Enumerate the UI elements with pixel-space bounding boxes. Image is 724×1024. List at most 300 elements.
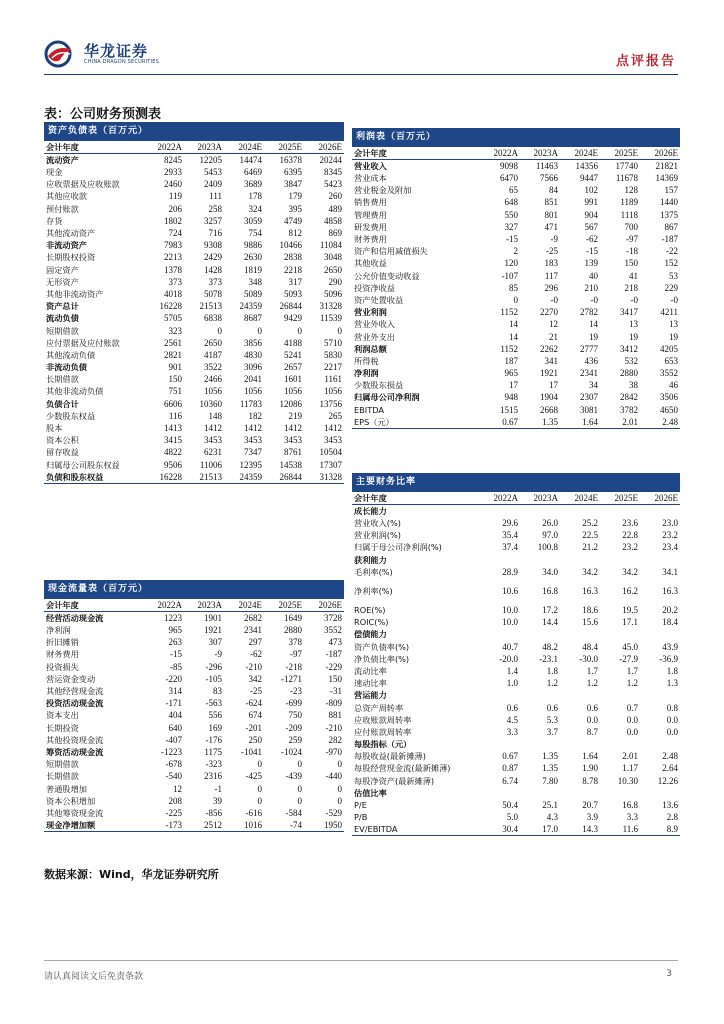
cell-value [560,738,600,750]
cell-value: 85 [509,282,518,293]
cell-value: 3.3 [626,812,638,823]
row-label: 其他投资现金流 [46,734,104,745]
cell-value: 2.8 [666,812,678,823]
table-row [352,233,680,245]
row-label: 获利能力 [354,554,387,565]
cell-value: 97.0 [542,530,558,541]
row-label: 现金 [46,167,63,178]
cell-value: -220 [165,673,182,684]
cell-value: 901 [168,362,182,373]
cell-value: 6470 [500,173,518,184]
table-row [352,738,680,750]
cell-value: 8687 [244,313,262,324]
cell-value: 3453 [284,435,302,446]
cell-value [600,554,640,566]
cell-value: 6606 [164,398,182,409]
cell-value: 2.64 [662,763,678,774]
cell-value: 14.3 [560,823,600,836]
cell-value: -296 [205,661,222,672]
cell-value: -624 [245,698,262,709]
cell-value: -323 [205,759,222,770]
cell-value: 53 [669,270,678,281]
cell-value: 14 [589,319,598,330]
table-row [44,648,344,660]
cell-value: 3782 [620,404,638,415]
cell-value: 4.3 [546,812,558,823]
cell-value: 1.90 [582,763,598,774]
cell-value: 1056 [244,386,262,397]
table-row [352,160,680,173]
row-label: 估值比率 [354,787,387,798]
cell-value: 3856 [244,337,262,348]
cell-value: -23.1 [539,653,558,664]
row-label: 少数股东权益 [46,410,96,421]
table-row [352,677,680,689]
cell-value: -27.9 [619,653,638,664]
cell-value: 0.6 [506,702,518,713]
cell-value: 37.4 [502,542,518,553]
cell-value: 556 [208,710,222,721]
row-label: 每股收益(最新摊薄) [354,751,426,762]
cell-value: 0.67 [502,751,518,762]
table-row [44,410,344,422]
cell-value: 550 [504,209,518,220]
cell-value: 1904 [540,392,558,403]
row-label: 资本公积 [46,435,79,446]
cell-value: 674 [248,710,262,721]
cell-value: 150 [328,673,342,684]
cell-value: 229 [664,282,678,293]
row-label: EV/EBITDA [352,823,480,836]
row-label: 流动比率 [354,665,387,676]
cell-value: 1016 [224,819,264,832]
table-row [352,172,680,184]
cell-value: -970 [325,746,342,757]
cell-value: 16228 [144,471,184,484]
row-label: 应收票据及应收账款 [46,179,120,190]
cell-value [520,505,560,518]
cell-value: 24359 [224,471,264,484]
cell-value: 16228 [159,301,182,312]
cell-value: 16.8 [542,585,558,596]
cell-value: 4205 [660,343,678,354]
cell-value: -440 [325,771,342,782]
row-label: 营业外收入 [354,319,395,330]
cell-value: 25.2 [582,518,598,529]
cell-value: 5710 [324,337,342,348]
cell-value: 473 [328,637,342,648]
cell-value: 1921 [204,625,222,636]
cell-value: 14 [509,331,518,342]
cell-value: 3552 [660,368,678,379]
cell-value: 2880 [620,368,638,379]
report-type: 点评报告 [615,54,676,69]
cell-value: 6.74 [502,775,518,786]
cell-value: 1515 [500,404,518,415]
cell-value: 8.7 [586,726,598,737]
cell-value: 0 [337,795,342,806]
row-label: 每股指标（元） [354,739,412,750]
table-row [352,726,680,738]
table-row [44,459,344,471]
cell-value: 13 [669,319,678,330]
cell-value [520,689,560,701]
table-row [352,318,680,330]
page-header [44,40,678,72]
table-row [44,612,344,625]
cell-value: 297 [248,637,262,648]
cell-value: 148 [208,410,222,421]
cell-value: 23.2 [622,542,638,553]
cell-value: 2024E [560,147,600,160]
cell-value: 23.6 [622,518,638,529]
cell-value: 2.48 [640,416,680,429]
cell-value: 3.7 [546,726,558,737]
cell-value: -107 [501,270,518,281]
cell-value: 5830 [324,349,342,360]
row-label: 其他流动资产 [46,228,96,239]
row-label: 净负债比率(%) [354,653,410,664]
row-label: 经营活动现金流 [46,613,104,623]
row-label: 所得税 [354,355,379,366]
cell-value: 12 [173,783,182,794]
cell-value: 290 [328,276,342,287]
cell-value: 2025E [264,599,304,612]
cell-value: 1175 [204,746,222,757]
cell-value: 14.4 [542,617,558,628]
table-row [352,529,680,541]
brand-name-cn: 华龙证券 [84,41,149,60]
cell-value: 812 [288,228,302,239]
cell-value: 1.7 [586,665,598,676]
cell-value: 3257 [204,215,222,226]
cell-value: -225 [165,807,182,818]
cell-value: 11783 [239,398,262,409]
cell-value: 2650 [324,264,342,275]
table-row [352,641,680,653]
row-label: 固定资产 [46,264,79,275]
cell-value: 567 [584,221,598,232]
cell-value: 21513 [199,301,222,312]
cell-value: 26844 [279,301,302,312]
cell-value: 0.0 [666,726,678,737]
cell-value: -9 [550,234,558,245]
cell-value: 948 [504,392,518,403]
cell-value: 2.48 [662,751,678,762]
cell-value: 16378 [279,155,302,165]
table-row [44,141,344,154]
row-label: 会计年度 [44,599,144,612]
cell-value: 0.0 [666,714,678,725]
table-row [352,616,680,628]
cell-value: 2842 [620,392,638,403]
cell-value: 2023A [184,599,224,612]
cell-value: 2 [513,246,518,257]
cell-value: 206 [168,203,182,214]
row-label: 现金净增加额 [44,819,144,832]
cell-value [480,787,520,799]
cell-value: 258 [208,203,222,214]
cell-value: 8.9 [640,823,680,836]
cell-value: 4211 [660,307,678,318]
table-row [44,782,344,794]
cell-value [520,787,560,799]
table-row [352,787,680,799]
table-row [352,245,680,257]
cell-value [480,505,520,518]
cell-value: 0 [297,795,302,806]
row-label: 净利率(%) [354,585,393,596]
row-label: EBITDA [354,404,384,415]
cell-value: 2026E [304,141,344,154]
cell-value: 3048 [324,252,342,263]
cell-value: 7347 [244,447,262,458]
cell-value [480,554,520,566]
cell-value: 3728 [324,613,342,623]
cell-value: 4188 [284,337,302,348]
cell-value: 341 [544,355,558,366]
cell-value: 3453 [324,435,342,446]
cell-value: 0.0 [626,726,638,737]
table-row [44,624,344,636]
row-label: 长期借款 [46,771,79,782]
cell-value: 183 [544,258,558,269]
row-label: 负债合计 [46,398,79,409]
cell-value: 2316 [204,771,222,782]
cell-value: 436 [584,355,598,366]
row-label: 折旧摊销 [46,637,79,648]
cell-value: 851 [544,197,558,208]
row-label: 其他非流动资产 [46,288,104,299]
row-label: 财务费用 [354,234,387,245]
cell-value: 31328 [304,471,344,484]
cash-flow-heading: 现金流量表（百万元） [44,580,344,598]
row-label: 资产负债率(%) [354,641,410,652]
table-row [352,823,680,836]
cell-value: 2821 [164,349,182,360]
table-row [44,734,344,746]
cell-value: 3.3 [506,726,518,737]
cell-value: 4749 [284,215,302,226]
cell-value: 751 [168,386,182,397]
cell-value [640,689,680,701]
cell-value: 40 [589,270,598,281]
cell-value: 20.2 [662,605,678,616]
table-row [44,288,344,300]
cell-value: 22.5 [582,530,598,541]
cell-value: 1412 [324,423,342,434]
cell-value: -31 [330,686,342,697]
cell-value: -856 [205,807,222,818]
cell-value: 3415 [164,435,182,446]
cell-value: 2429 [204,252,222,263]
cell-value: 100.8 [537,542,558,553]
table-row [44,349,344,361]
cell-value: 2023A [184,141,224,154]
cell-value: 9098 [500,161,518,171]
table-row [352,391,680,403]
row-label: 资产和信用减值损失 [354,246,428,257]
table-row [44,227,344,239]
cell-value: 23.0 [662,518,678,529]
cell-value [560,554,600,566]
row-label: 偿债能力 [354,629,387,640]
cell-value: 1.2 [546,678,558,689]
cell-value: 640 [168,722,182,733]
row-label: 营业收入 [354,161,387,171]
cell-value: 50.4 [502,800,518,811]
cell-value: 1152 [500,343,518,354]
cell-value: 282 [328,734,342,745]
cell-value: 21821 [655,161,678,171]
row-label: 营运能力 [354,690,387,701]
cell-value: -173 [144,819,184,832]
cell-value: 14369 [655,173,678,184]
table-row [44,203,344,215]
row-label: 应付账款周转率 [354,726,412,737]
row-label: 销售费用 [354,197,387,208]
cell-value: 0.0 [626,714,638,725]
cell-value: 3059 [244,215,262,226]
cell-value: -1041 [241,746,262,757]
cell-value: 750 [288,710,302,721]
cell-value: -9 [214,649,222,660]
cell-value [480,738,520,750]
cell-value: 4018 [164,288,182,299]
cell-value: -439 [285,771,302,782]
cell-value: 1802 [164,215,182,226]
ratios-panel [352,473,680,836]
table-row [352,404,680,416]
cell-value: 324 [248,203,262,214]
cell-value [640,554,680,566]
cell-value: 150 [168,374,182,385]
cell-value: 2025E [600,492,640,505]
dragon-logo-icon [44,40,80,68]
cell-value: 34.2 [622,566,638,577]
cell-value: 11.6 [600,823,640,836]
table-row [352,270,680,282]
row-label: 管理费用 [354,209,387,220]
cell-value: 0.67 [480,416,520,429]
table-row [44,807,344,819]
table-row [44,239,344,251]
table-row [44,636,344,648]
cell-value: -15 [506,234,518,245]
cell-value: 48.2 [542,641,558,652]
cell-value: 17307 [319,459,342,470]
cell-value: 2341 [580,368,598,379]
row-label: 投资净收益 [354,282,395,293]
cell-value: 10466 [279,240,302,251]
cell-value: -218 [285,661,302,672]
cell-value: -105 [205,673,222,684]
cell-value: -20.0 [499,653,518,664]
cell-value: 0.87 [502,763,518,774]
cell-value: 2213 [164,252,182,263]
cell-value: 11006 [199,459,222,470]
cell-value: 724 [168,228,182,239]
cell-value: 5453 [204,167,222,178]
row-label: 归属母公司净利润 [354,392,420,403]
cell-value: 34 [589,380,598,391]
cell-value: 1440 [660,197,678,208]
cell-value: 5089 [244,288,262,299]
cell-value: 5093 [284,288,302,299]
cell-value: 3522 [204,362,222,373]
cell-value: 965 [168,625,182,636]
cell-value: 348 [248,276,262,287]
cell-value: 17.2 [542,605,558,616]
table-row [44,709,344,721]
cell-value: -187 [661,234,678,245]
cell-value: 0 [257,795,262,806]
cell-value: 2026E [640,492,680,505]
cell-value: 5423 [324,179,342,190]
table-row [44,166,344,178]
cell-value: 13756 [319,398,342,409]
cell-value: 4187 [204,349,222,360]
table-row [44,819,344,832]
row-label: 短期借款 [46,325,79,336]
row-label: 净利润 [354,368,379,379]
cell-value: 0 [257,783,262,794]
cell-value: -529 [325,807,342,818]
cell-value: 10.30 [617,775,638,786]
cell-value: 18.6 [582,605,598,616]
cell-value: -62 [586,234,598,245]
cell-value: 869 [328,228,342,239]
cell-value: 307 [208,637,222,648]
brand-name-en: CHINA DRAGON SECURITIES [84,58,159,65]
cell-value: -0 [550,294,558,305]
table-row [44,264,344,276]
row-label: 资本公积增加 [46,795,96,806]
cell-value: 10.6 [502,585,518,596]
cell-value: 0 [297,783,302,794]
cell-value: 2026E [304,599,344,612]
row-label: 流动资产 [46,155,79,165]
cell-value: 17 [549,380,558,391]
cell-value: 20.7 [582,800,598,811]
table-row [44,758,344,770]
cell-value: 2025E [600,147,640,160]
cell-value: 218 [624,282,638,293]
cell-value: -210 [245,661,262,672]
row-label: 净利润 [46,625,71,636]
cell-value: 28.9 [502,566,518,577]
row-label: 其他流动负债 [46,349,96,360]
cell-value: 2782 [580,307,598,318]
cell-value: -0 [630,294,638,305]
row-label: 长期股权投资 [46,252,96,263]
table-row [352,554,680,566]
cell-value: 3453 [244,435,262,446]
row-label: 投资活动现金流 [46,698,104,709]
balance-sheet-table [44,140,344,484]
cell-value: 26844 [264,471,304,484]
cell-value: 265 [328,410,342,421]
cell-value [560,787,600,799]
row-label: 营业税金及附加 [354,185,412,196]
cell-value [600,738,640,750]
cell-value: 1056 [324,386,342,397]
cell-value: 2466 [204,374,222,385]
cell-value: 3847 [284,179,302,190]
cell-value: 34.2 [582,566,598,577]
cell-value: 2650 [204,337,222,348]
cell-value: 4830 [244,349,262,360]
